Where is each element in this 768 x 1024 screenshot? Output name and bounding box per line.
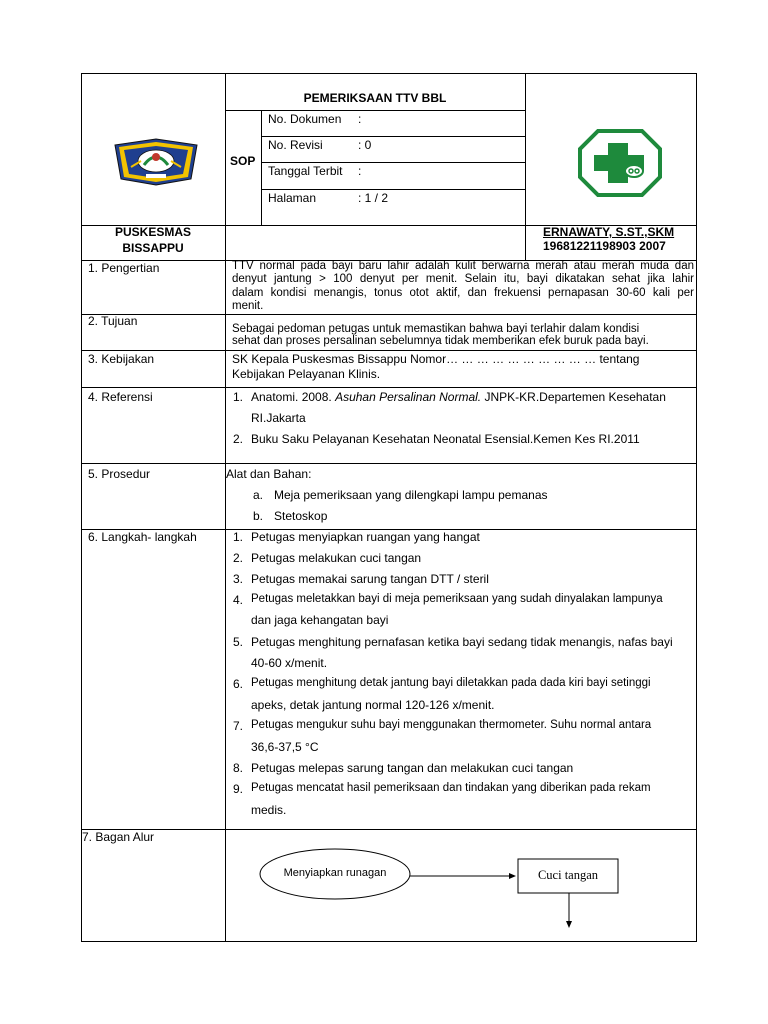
prosedur-item-b-number: b. xyxy=(253,509,264,523)
prosedur-item-a: Meja pemeriksaan yang dilengkapi lampu pemanas xyxy=(274,488,548,502)
header-divider-right xyxy=(525,73,526,260)
langkah-step-1-number: 1. xyxy=(233,530,244,544)
sop-label: SOP xyxy=(230,154,256,168)
meta-label-halaman: Halaman xyxy=(268,191,317,205)
langkah-step-5-continuation: 40-60 x/menit. xyxy=(251,656,328,670)
referensi-item-1-publisher: JNPK-KR.Departemen Kesehatan xyxy=(481,390,666,404)
langkah-step-8-number: 8. xyxy=(233,761,244,775)
row-line-3 xyxy=(81,350,697,351)
meta-value-revisi: : 0 xyxy=(358,138,372,152)
outer-border-right xyxy=(696,73,697,942)
tujuan-line-2: sehat dan proses persalinan sebelumnya tidak memberikan efek buruk pada bayi. xyxy=(232,335,649,347)
langkah-step-7: Petugas mengukur suhu bayi menggunakan thermometer. Suhu normal antara xyxy=(251,719,652,731)
referensi-item-2-number: 2. xyxy=(233,432,244,446)
outer-border-top xyxy=(81,73,697,74)
pengertian-line-2: denyut jantung > 100 denyut per menit. Selain itu, bayi dikatakan sehat jika lahir xyxy=(232,273,694,285)
langkah-step-5-number: 5. xyxy=(233,635,244,649)
section-label-bagan: 7. Bagan Alur xyxy=(82,830,155,844)
meta-line-1 xyxy=(261,136,525,137)
pengertian-line-4: menit. xyxy=(232,300,264,312)
langkah-step-3: Petugas memakai sarung tangan DTT / steril xyxy=(251,572,489,586)
org-name-line2: BISSAPPU xyxy=(122,241,184,255)
prosedur-item-a-number: a. xyxy=(253,488,264,502)
flow-arrowhead-2 xyxy=(566,921,572,928)
langkah-step-5: Petugas menghitung pernafasan ketika bayi sedang tidak menangis, nafas bayi xyxy=(251,635,673,649)
referensi-item-1 xyxy=(251,390,666,404)
section-label-tujuan: 2. Tujuan xyxy=(88,314,138,328)
meta-value-terbit: : xyxy=(358,164,362,178)
langkah-step-3-number: 3. xyxy=(233,572,244,586)
kebijakan-line-2: Kebijakan Pelayanan Klinis. xyxy=(232,367,381,381)
pengertian-line-1: TTV normal pada bayi baru lahir adalah kulit berwarna merah atau merah muda dan xyxy=(232,260,694,272)
langkah-step-7-number: 7. xyxy=(233,719,244,733)
meta-value-halaman: : 1 / 2 xyxy=(358,191,389,205)
meta-label-terbit: Tanggal Terbit xyxy=(268,164,343,178)
langkah-step-9-continuation: medis. xyxy=(251,803,287,817)
kebijakan-line-1: SK Kepala Puskesmas Bissappu Nomor… … … … … … … … … … tentang xyxy=(232,352,640,366)
referensi-item-1-number: 1. xyxy=(233,390,244,404)
meta-value-dokumen: : xyxy=(358,112,362,126)
meta-label-revisi: No. Revisi xyxy=(268,138,323,152)
title-bottom-line xyxy=(225,110,525,111)
langkah-step-8: Petugas melepas sarung tangan dan melakukan cuci tangan xyxy=(251,761,574,775)
pengertian-line-3: dalam kondisi menangis, tonus otot aktif, dan frekuensi pernapasan 30-60 kali per xyxy=(232,287,694,299)
meta-line-2 xyxy=(261,162,525,163)
section-label-prosedur: 5. Prosedur xyxy=(88,467,151,481)
flow-node-start-label: Menyiapkan runagan xyxy=(283,867,387,879)
langkah-step-6: Petugas menghitung detak jantung bayi diletakkan pada dada kiri bayi setinggi xyxy=(251,677,651,689)
sop-divider xyxy=(261,110,262,225)
langkah-step-2-number: 2. xyxy=(233,551,244,565)
tujuan-line-1: Sebagai pedoman petugas untuk memastikan bahwa bayi terlahir dalam kondisi xyxy=(232,323,640,335)
row-line-4 xyxy=(81,387,697,388)
section-label-kebijakan: 3. Kebijakan xyxy=(88,352,155,366)
meta-line-3 xyxy=(261,189,525,190)
outer-border-bottom xyxy=(81,941,697,942)
document-title: PEMERIKSAAN TTV BBL xyxy=(303,91,447,105)
langkah-step-2: Petugas melakukan cuci tangan xyxy=(251,551,422,565)
section-label-langkah: 6. Langkah- langkah xyxy=(88,530,197,544)
section-label-pengertian: 1. Pengertian xyxy=(88,261,160,275)
langkah-step-4: Petugas meletakkan bayi di meja pemeriksaan yang sudah dinyalakan lampunya xyxy=(251,593,663,605)
langkah-step-7-continuation: 36,6-37,5 °C xyxy=(251,740,319,754)
langkah-step-9-number: 9. xyxy=(233,782,244,796)
langkah-step-4-number: 4. xyxy=(233,593,244,607)
langkah-step-1: Petugas menyiapkan ruangan yang hangat xyxy=(251,530,480,544)
langkah-step-4-continuation: dan jaga kehangatan bayi xyxy=(251,613,389,627)
prosedur-item-b: Stetoskop xyxy=(274,509,328,523)
outer-border-left xyxy=(81,73,82,942)
signer-name: ERNAWATY, S.ST.,SKM xyxy=(543,225,675,239)
section-label-referensi: 4. Referensi xyxy=(88,390,153,404)
row-line-5 xyxy=(81,463,697,464)
signer-nip: 19681221198903 2007 xyxy=(543,239,666,253)
flowchart xyxy=(226,830,696,941)
flow-arrowhead-1 xyxy=(509,873,516,879)
referensi-item-1-title: Asuhan Persalinan Normal. xyxy=(335,390,482,404)
referensi-item-1-author: Anatomi. 2008. xyxy=(251,390,336,404)
row-line-2 xyxy=(81,314,697,315)
langkah-step-9: Petugas mencatat hasil pemeriksaan dan tindakan yang diberikan pada rekam xyxy=(251,782,651,794)
langkah-step-6-number: 6. xyxy=(233,677,244,691)
referensi-item-2: Buku Saku Pelayanan Kesehatan Neonatal Esensial.Kemen Kes RI.2011 xyxy=(251,432,640,446)
referensi-item-1-continuation: RI.Jakarta xyxy=(251,411,306,425)
prosedur-heading: Alat dan Bahan: xyxy=(226,467,312,481)
org-name-line1: PUSKESMAS xyxy=(114,225,191,239)
flow-node-cuci-label: Cuci tangan xyxy=(537,868,599,882)
langkah-step-6-continuation: apeks, detak jantung normal 120-126 x/menit. xyxy=(251,698,495,712)
puskesmas-logo-icon xyxy=(578,129,662,197)
meta-label-dokumen: No. Dokumen xyxy=(268,112,342,126)
regency-emblem-icon xyxy=(111,137,201,187)
